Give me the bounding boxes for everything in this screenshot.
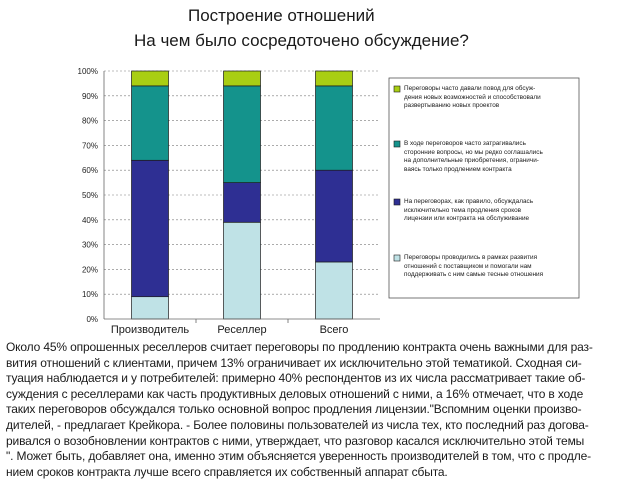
bar-segment xyxy=(316,71,353,86)
bar-segment xyxy=(132,160,169,296)
legend-line: исключительно тема продления сроков xyxy=(404,206,522,214)
y-tick-label: 90% xyxy=(81,91,98,101)
bar-segment xyxy=(224,86,261,183)
y-tick-label: 40% xyxy=(81,215,98,225)
x-tick-label: Производитель xyxy=(110,324,190,336)
legend-label xyxy=(404,140,574,174)
legend-line: В ходе переговоров часто затрагивались xyxy=(404,140,526,147)
article-line: таких переговоров обсуждался только основной вопрос продления лицензии."Вспомним оценки произво- xyxy=(6,402,582,417)
legend-swatch xyxy=(394,199,400,205)
legend-line: на дополнительные приобретения, ограничи- xyxy=(404,157,539,165)
legend-line: ваясь только продлением контракта xyxy=(404,165,512,173)
article-line: нием сроков контракта лучше всего справляется их собственный аппарат сбыта. xyxy=(6,464,448,479)
legend-line: Переговоры часто давали повод для обсуж- xyxy=(404,85,536,92)
legend-line: На переговорах, как правило, обсуждалась xyxy=(404,198,534,205)
legend-line: Переговоры проводились в рамках развития xyxy=(404,254,538,261)
legend-line: развертыванию новых проектов xyxy=(404,102,500,110)
bar-segment xyxy=(316,170,353,262)
bar-segment xyxy=(224,222,261,319)
article-line: туация наблюдается и у потребителей: примерно 40% респондентов из их числа рассматривает такие об- xyxy=(6,371,586,386)
legend-line: лицензии или контракта на обслуживание xyxy=(404,215,530,223)
article-line: суждения с реселлерами как часть продуктивных деловых отношений с ними, а 16% отмечает, что в ходе xyxy=(6,386,584,401)
y-tick-label: 70% xyxy=(81,141,98,151)
bar-segment xyxy=(132,71,169,86)
legend-line: дения новых возможностей и способствовали xyxy=(404,93,541,101)
y-tick-label: 60% xyxy=(81,166,98,176)
y-tick-label: 20% xyxy=(81,265,98,275)
x-tick-label: Всего xyxy=(319,324,349,336)
bar-segment xyxy=(316,262,353,319)
legend-label xyxy=(404,198,574,224)
article-line: Около 45% опрошенных реселлеров считает переговоры по продлению контракта очень важными для раз- xyxy=(6,340,593,354)
bar-segment xyxy=(132,86,169,160)
legend-swatch xyxy=(394,255,400,261)
legend-swatch xyxy=(394,86,400,92)
bar-segment xyxy=(224,183,261,223)
legend-line: поддерживать с ним самые тесные отношения xyxy=(404,271,544,279)
y-tick-label: 50% xyxy=(81,191,98,200)
y-tick-label: 30% xyxy=(81,240,98,250)
bar-segment xyxy=(224,71,261,86)
article-line: ". Может быть, добавляет она, именно этим объясняется уверенность производителей в том, что с продле- xyxy=(6,449,591,464)
y-tick-label: 80% xyxy=(81,116,98,126)
legend-line: сторонние вопросы, но мы редко соглашались xyxy=(404,148,543,156)
legend-swatch xyxy=(394,141,400,147)
article-paragraph xyxy=(6,340,636,480)
chart-subtitle: На чем было сосредоточено обсуждение? xyxy=(134,31,469,50)
bar-segment xyxy=(316,86,353,170)
article-line: дителей, - предлагает Крейкора. - Более половины пользователей из числа тех, кто последний раз догова- xyxy=(6,417,589,432)
legend-label xyxy=(404,254,574,280)
article-line: вития отношений с клиентами, причем 13% ограничивает их исключительно этой тематикой. Сходная си- xyxy=(6,355,582,370)
legend-label xyxy=(404,85,574,111)
y-tick-label: 10% xyxy=(81,290,98,300)
chart-title: Построение отношений xyxy=(188,6,375,25)
x-tick-label: Реселлер xyxy=(217,324,267,336)
article-line: ривался о возобновлении контрактов с ними, утверждает, что разговор касался исключительно этой темы xyxy=(6,433,585,448)
bar-segment xyxy=(132,297,169,319)
y-tick-label: 0% xyxy=(86,315,98,324)
legend-line: отношений с поставщиком и помогали нам xyxy=(404,262,532,270)
y-tick-label: 100% xyxy=(77,67,98,76)
